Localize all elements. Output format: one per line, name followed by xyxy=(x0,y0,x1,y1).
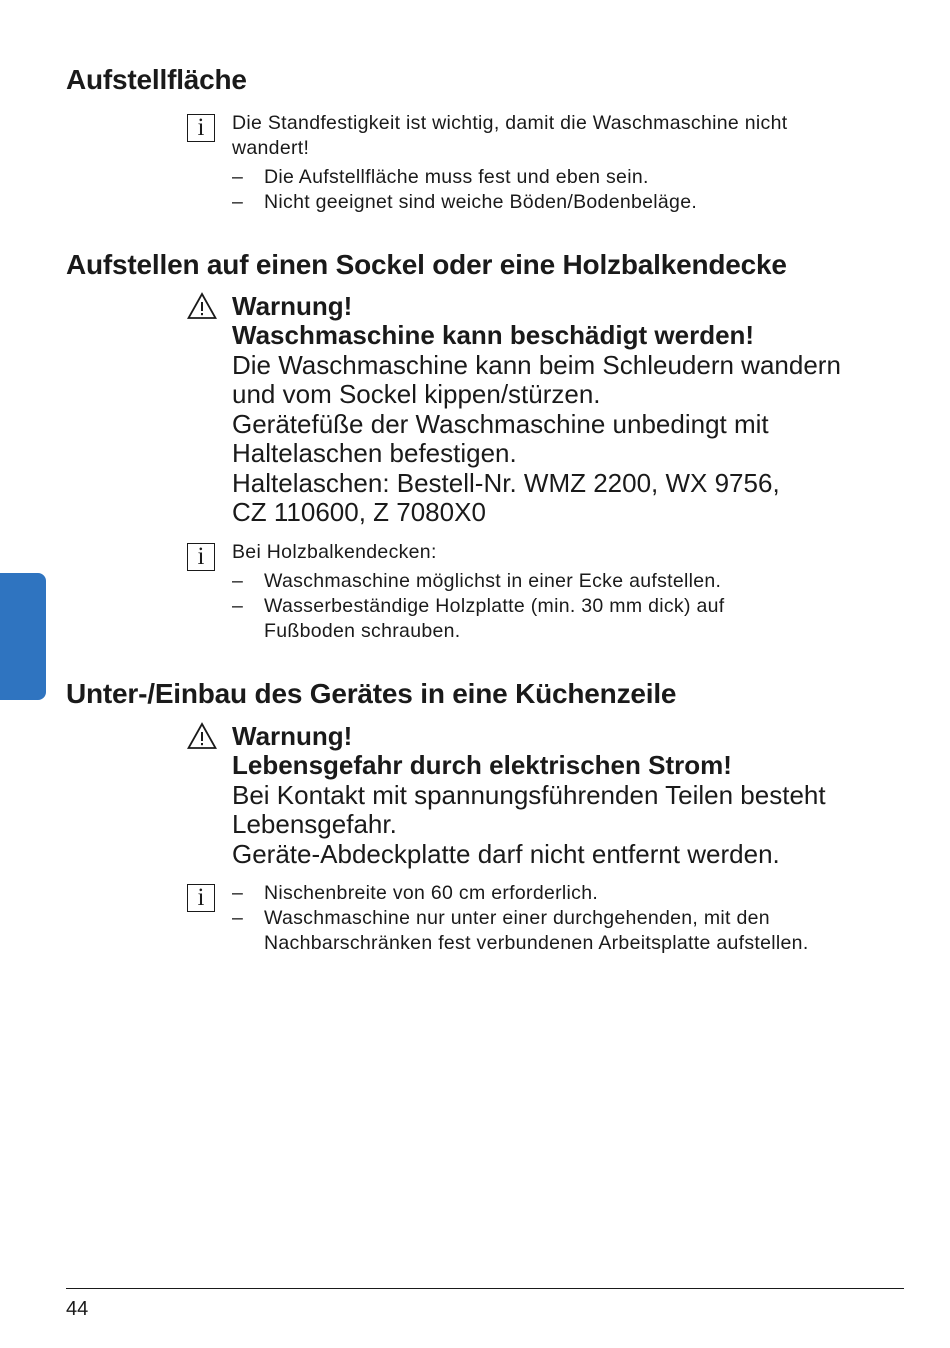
footer-rule xyxy=(66,1288,904,1289)
warning-text: Haltelaschen befestigen. xyxy=(232,438,517,468)
list-item: Wasserbeständige Holzplatte (min. 30 mm dick) auf xyxy=(264,595,725,617)
list-dash: – xyxy=(232,595,244,617)
warning-text: Bei Kontakt mit spannungsführenden Teilen besteht xyxy=(232,780,826,810)
list-item: Nachbarschränken fest verbundenen Arbeitsplatte aufstellen. xyxy=(264,932,809,954)
warning-text: Die Waschmaschine kann beim Schleudern wandern xyxy=(232,350,841,380)
warning-text: CZ 110600, Z 7080X0 xyxy=(232,497,486,527)
warning-text: Haltelaschen: Bestell-Nr. WMZ 2200, WX 9756, xyxy=(232,468,780,498)
list-item: Nischenbreite von 60 cm erforderlich. xyxy=(264,882,599,904)
section-heading-aufstellflaeche: Aufstellfläche xyxy=(66,64,247,95)
list-dash: – xyxy=(232,570,244,592)
section-heading-kuechenzeile: Unter-/Einbau des Gerätes in eine Küchenzeile xyxy=(66,678,677,709)
chapter-tab xyxy=(0,573,46,700)
section-heading-sockel: Aufstellen auf einen Sockel oder eine Holzbalkendecke xyxy=(66,249,787,280)
info-icon: i xyxy=(187,884,215,912)
warning-text: Geräte-Abdeckplatte darf nicht entfernt werden. xyxy=(232,839,780,869)
list-item: Die Aufstellfläche muss fest und eben sein. xyxy=(264,166,649,188)
list-item: Waschmaschine nur unter einer durchgehenden, mit den xyxy=(264,907,770,929)
warning-subtitle: Lebensgefahr durch elektrischen Strom! xyxy=(232,750,732,780)
info-icon: i xyxy=(187,114,215,142)
info-text: Bei Holzbalkendecken: xyxy=(232,541,437,563)
warning-triangle-icon xyxy=(187,722,217,750)
warning-title: Warnung! xyxy=(232,291,353,321)
list-dash: – xyxy=(232,907,244,929)
warning-triangle-icon xyxy=(187,292,217,320)
list-dash: – xyxy=(232,882,244,904)
page-number: 44 xyxy=(66,1298,89,1320)
list-item: Fußboden schrauben. xyxy=(264,620,461,642)
list-item: Nicht geeignet sind weiche Böden/Bodenbeläge. xyxy=(264,191,698,213)
warning-title: Warnung! xyxy=(232,721,353,751)
warning-text: und vom Sockel kippen/stürzen. xyxy=(232,379,601,409)
info-icon: i xyxy=(187,543,215,571)
warning-text: Lebensgefahr. xyxy=(232,809,397,839)
list-item: Waschmaschine möglichst in einer Ecke aufstellen. xyxy=(264,570,722,592)
warning-text: Gerätefüße der Waschmaschine unbedingt mit xyxy=(232,409,769,439)
warning-subtitle: Waschmaschine kann beschädigt werden! xyxy=(232,320,755,350)
info-text: Die Standfestigkeit ist wichtig, damit die Waschmaschine nicht xyxy=(232,112,788,134)
list-dash: – xyxy=(232,166,244,188)
list-dash: – xyxy=(232,191,244,213)
info-text: wandert! xyxy=(232,137,310,159)
